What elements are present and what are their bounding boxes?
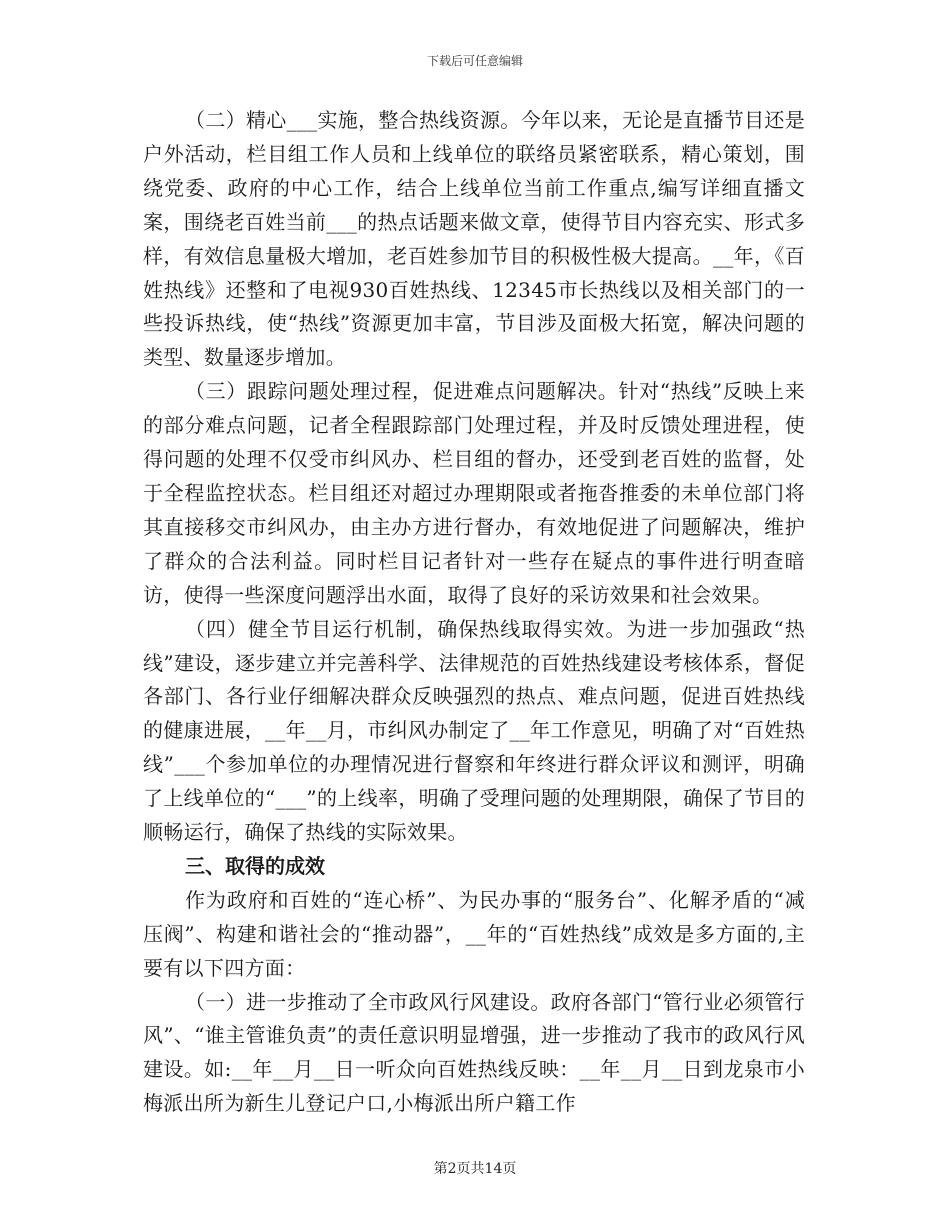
section-heading-achievements: 三、取得的成效 [185, 853, 325, 878]
paragraph-track-problem-handling: （三）跟踪问题处理过程，促进难点问题解决。针对“热线”反映上来的部分难点问题，记者全程跟踪部门处理过程，并及时反馈处理进程，使得问题的处理不仅受市纠风办、栏目组的督办，还受到老百姓的监督，处于全程监控状态。栏目组还对超过办理期限或者拖沓推委的未单位部门将其直接移交市纠风办，由主办方进行督办，有效地促进了问题解决，维护了群众的合法利益。同时栏目记者针对一些存在疑点的事件进行明查暗访，使得一些深度问题浮出水面，取得了良好的采访效果和社会效果。 [143, 379, 805, 607]
document-body [143, 104, 805, 1121]
paragraph-integrate-hotline-resources: （二）精心___实施，整合热线资源。今年以来，无论是直播节目还是户外活动，栏目组工作人员和上线单位的联络员紧密联系，精心策划，围绕党委、政府的中心工作，结合上线单位当前工作重点,编写详细直播文案，围绕老百姓当前___的热点话题来做文章，使得节目内容充实、形式多样，有效信息量极大增加，老百姓参加节目的积极性极大提高。__年，《百姓热线》还整和了电视930百姓热线、12345市长热线以及相关部门的一些投诉热线，使“热线”资源更加丰富，节目涉及面极大拓宽，解决问题的类型、数量逐步增加。 [143, 108, 805, 370]
paragraph-achievements-intro: 作为政府和百姓的“连心桥”、为民办事的“服务台”、化解矛盾的“减压阀”、构建和谐社会的“推动器”，__年的“百姓热线”成效是多方面的,主要有以下四方面： [143, 887, 805, 980]
page-number: 第2页共14页 [433, 1161, 517, 1177]
paragraph-operation-mechanism: （四）健全节目运行机制，确保热线取得实效。为进一步加强政“热线”建设，逐步建立并完善科学、法律规范的百姓热线建设考核体系，督促各部门、各行业仔细解决群众反映强烈的热点、难点问题，促进百姓热线的健康进展，__年__月，市纠风办制定了__年工作意见，明确了对“百姓热线”___个参加单位的办理情况进行督察和年终进行群众评议和测评，明确了上线单位的“___”的上线率，明确了受理问题的处理期限，确保了节目的顺畅运行，确保了热线的实际效果。 [143, 616, 805, 845]
page-header-note: 下载后可任意编辑 [426, 54, 523, 68]
paragraph-promote-conduct: （一）进一步推动了全市政风行风建设。政府各部门“管行业必须管行风”、“谁主管谁负责”的责任意识明显增强，进一步推动了我市的政风行风建设。如:__年__月__日一听众向百姓热线反映：__年__月__日到龙泉市小梅派出所为新生儿登记户口,小梅派出所户籍工作 [143, 989, 805, 1116]
